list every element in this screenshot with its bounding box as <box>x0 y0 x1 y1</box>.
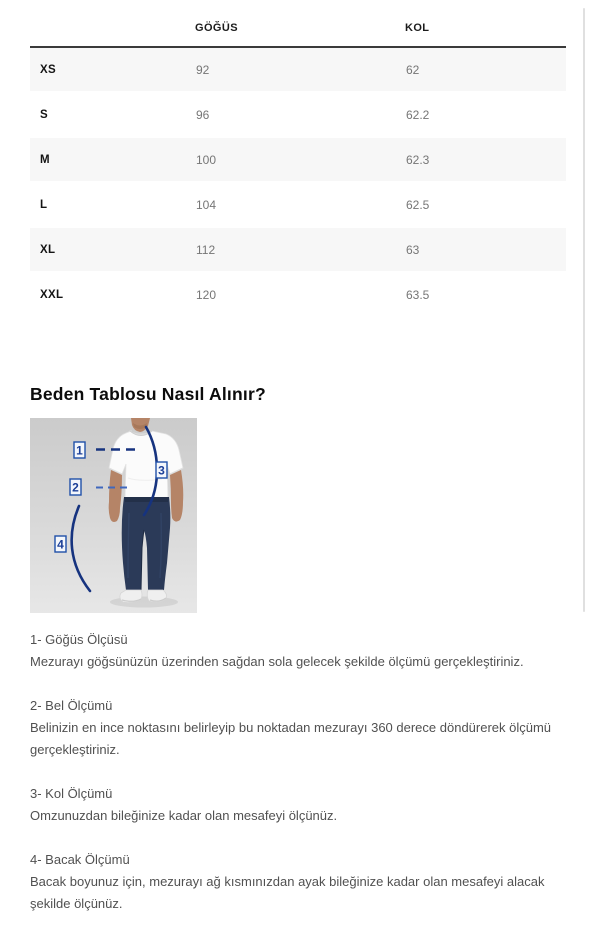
gogus-value: 104 <box>196 197 217 212</box>
label-3-text: 3 <box>158 463 165 478</box>
kol-value: 62.3 <box>406 152 430 167</box>
instruction-body: Bacak boyunuz için, mezurayı ağ kısmınızdan ayak bileğinize kadar olan mesafeyi alacak şekilde ölçünüz. <box>30 874 545 911</box>
scrollbar[interactable] <box>583 8 585 612</box>
table-row <box>30 272 566 317</box>
size-label: XL <box>40 243 56 256</box>
kol-value: 62 <box>406 62 420 77</box>
kol-value: 63.5 <box>406 287 430 302</box>
size-label: S <box>40 108 48 121</box>
kol-value: 63 <box>406 242 420 257</box>
instruction-title: 4- Bacak Ölçümü <box>30 852 130 867</box>
table-row <box>30 137 566 182</box>
instruction-title: 1- Göğüs Ölçüsü <box>30 632 128 647</box>
table-row <box>30 182 566 227</box>
gogus-value: 96 <box>196 107 210 122</box>
label-2-text: 2 <box>72 480 79 495</box>
size-label: XXL <box>40 288 64 301</box>
kol-value: 62.5 <box>406 197 430 212</box>
instruction-body: Belinizin en ince noktasını belirleyip bu noktadan mezurayı 360 derece döndürerek ölçümü gerçekleştiriniz. <box>30 720 552 757</box>
column-header-kol: KOL <box>405 18 566 47</box>
size-label: M <box>40 153 50 166</box>
measurement-instructions <box>30 629 566 915</box>
instruction-gogus <box>30 629 566 673</box>
column-header-size <box>30 18 195 47</box>
table-row <box>30 227 566 272</box>
instruction-kol <box>30 783 566 827</box>
size-guide-page <box>30 18 566 937</box>
column-header-gogus: GÖĞÜS <box>195 18 405 47</box>
label-1-text: 1 <box>76 443 83 458</box>
label-3-badge <box>156 462 167 478</box>
table-header-row <box>30 18 566 47</box>
label-2-badge <box>70 479 81 495</box>
size-label: L <box>40 198 48 211</box>
table-row <box>30 47 566 92</box>
kol-value: 62.2 <box>406 107 430 122</box>
label-4-badge <box>55 536 66 552</box>
table-row <box>30 92 566 137</box>
label-4-text: 4 <box>57 537 64 552</box>
instruction-body: Mezurayı göğsünüzün üzerinden sağdan sola gelecek şekilde ölçümü gerçekleştiriniz. <box>30 654 524 669</box>
instruction-body: Omzunuzdan bileğinize kadar olan mesafeyi ölçünüz. <box>30 808 338 823</box>
gogus-value: 112 <box>196 242 216 257</box>
instruction-bacak <box>30 849 566 915</box>
gogus-value: 92 <box>196 62 210 77</box>
gogus-value: 100 <box>196 152 217 167</box>
label-1-badge <box>74 442 85 458</box>
gogus-value: 120 <box>196 287 217 302</box>
instruction-title: 2- Bel Ölçümü <box>30 698 113 713</box>
size-table <box>30 18 566 318</box>
instruction-bel <box>30 695 566 761</box>
instruction-title: 3- Kol Ölçümü <box>30 786 113 801</box>
page-title: Beden Tablosu Nasıl Alınır? <box>30 384 266 404</box>
measurement-figure-image <box>30 418 197 613</box>
size-label: XS <box>40 63 56 76</box>
